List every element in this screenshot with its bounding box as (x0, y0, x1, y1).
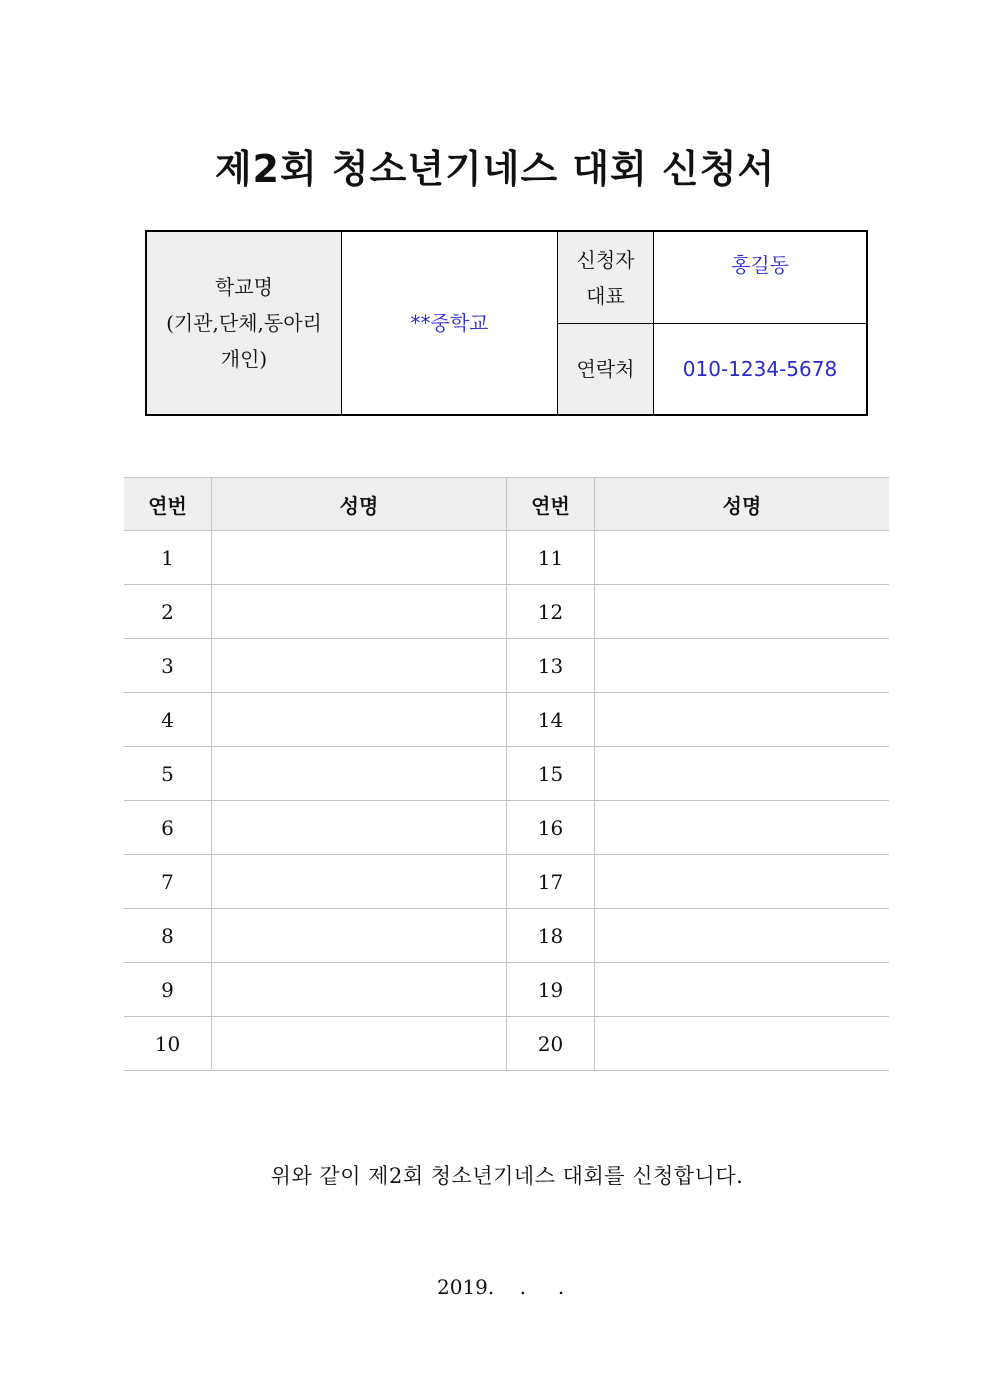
name-cell-right[interactable] (595, 963, 890, 1017)
table-row (124, 693, 889, 747)
name-cell-right[interactable] (595, 585, 890, 639)
row-number-left: 6 (124, 801, 212, 855)
table-row (124, 909, 889, 963)
header-number-left: 연번 (124, 478, 212, 531)
name-cell-right[interactable] (595, 639, 890, 693)
row-number-left: 4 (124, 693, 212, 747)
row-number-left: 2 (124, 585, 212, 639)
document-title: 제2회 청소년기네스 대회 신청서 (214, 147, 776, 191)
row-number-right: 18 (507, 909, 595, 963)
row-number-left: 10 (124, 1017, 212, 1071)
table-row (124, 639, 889, 693)
row-number-left: 1 (124, 531, 212, 585)
name-cell-right[interactable] (595, 693, 890, 747)
name-cell-right[interactable] (595, 1017, 890, 1071)
header-number-right: 연번 (507, 478, 595, 531)
name-cell-left[interactable] (212, 585, 507, 639)
representative-label: 신청자 대표 (558, 232, 654, 324)
row-number-left: 5 (124, 747, 212, 801)
name-cell-left[interactable] (212, 963, 507, 1017)
applicant-info-table (145, 230, 868, 416)
school-name-field[interactable]: **중학교 (342, 232, 558, 414)
date-field[interactable]: 2019. . . (437, 1275, 565, 1299)
table-row (124, 855, 889, 909)
name-cell-left[interactable] (212, 693, 507, 747)
row-number-left: 7 (124, 855, 212, 909)
row-number-right: 16 (507, 801, 595, 855)
row-number-left: 3 (124, 639, 212, 693)
confirmation-statement: 위와 같이 제2회 청소년기네스 대회를 신청합니다. (270, 1164, 744, 1188)
name-cell-left[interactable] (212, 639, 507, 693)
name-cell-right[interactable] (595, 801, 890, 855)
name-cell-right[interactable] (595, 909, 890, 963)
row-number-right: 12 (507, 585, 595, 639)
table-row (124, 1017, 889, 1071)
roster-header-row (124, 478, 889, 531)
row-number-right: 13 (507, 639, 595, 693)
contact-field[interactable]: 010-1234-5678 (682, 357, 838, 381)
name-cell-right[interactable] (595, 855, 890, 909)
name-cell-left[interactable] (212, 1017, 507, 1071)
name-cell-left[interactable] (212, 531, 507, 585)
row-number-left: 8 (124, 909, 212, 963)
row-number-right: 14 (507, 693, 595, 747)
participant-roster-table (124, 477, 889, 1071)
table-row (124, 801, 889, 855)
table-row (124, 585, 889, 639)
contact-label: 연락처 (558, 324, 654, 414)
representative-field[interactable]: 홍길동 (654, 232, 866, 324)
school-name-label: 학교명 (기관,단체,동아리 개인) (147, 232, 342, 414)
row-number-right: 11 (507, 531, 595, 585)
roster-body (124, 531, 889, 1071)
table-row (124, 963, 889, 1017)
row-number-left: 9 (124, 963, 212, 1017)
table-row (124, 531, 889, 585)
name-cell-left[interactable] (212, 747, 507, 801)
name-cell-left[interactable] (212, 855, 507, 909)
name-cell-right[interactable] (595, 531, 890, 585)
row-number-right: 19 (507, 963, 595, 1017)
header-name-left: 성명 (212, 478, 507, 531)
table-row (124, 747, 889, 801)
name-cell-left[interactable] (212, 909, 507, 963)
row-number-right: 15 (507, 747, 595, 801)
name-cell-left[interactable] (212, 801, 507, 855)
header-name-right: 성명 (595, 478, 890, 531)
name-cell-right[interactable] (595, 747, 890, 801)
row-number-right: 17 (507, 855, 595, 909)
row-number-right: 20 (507, 1017, 595, 1071)
